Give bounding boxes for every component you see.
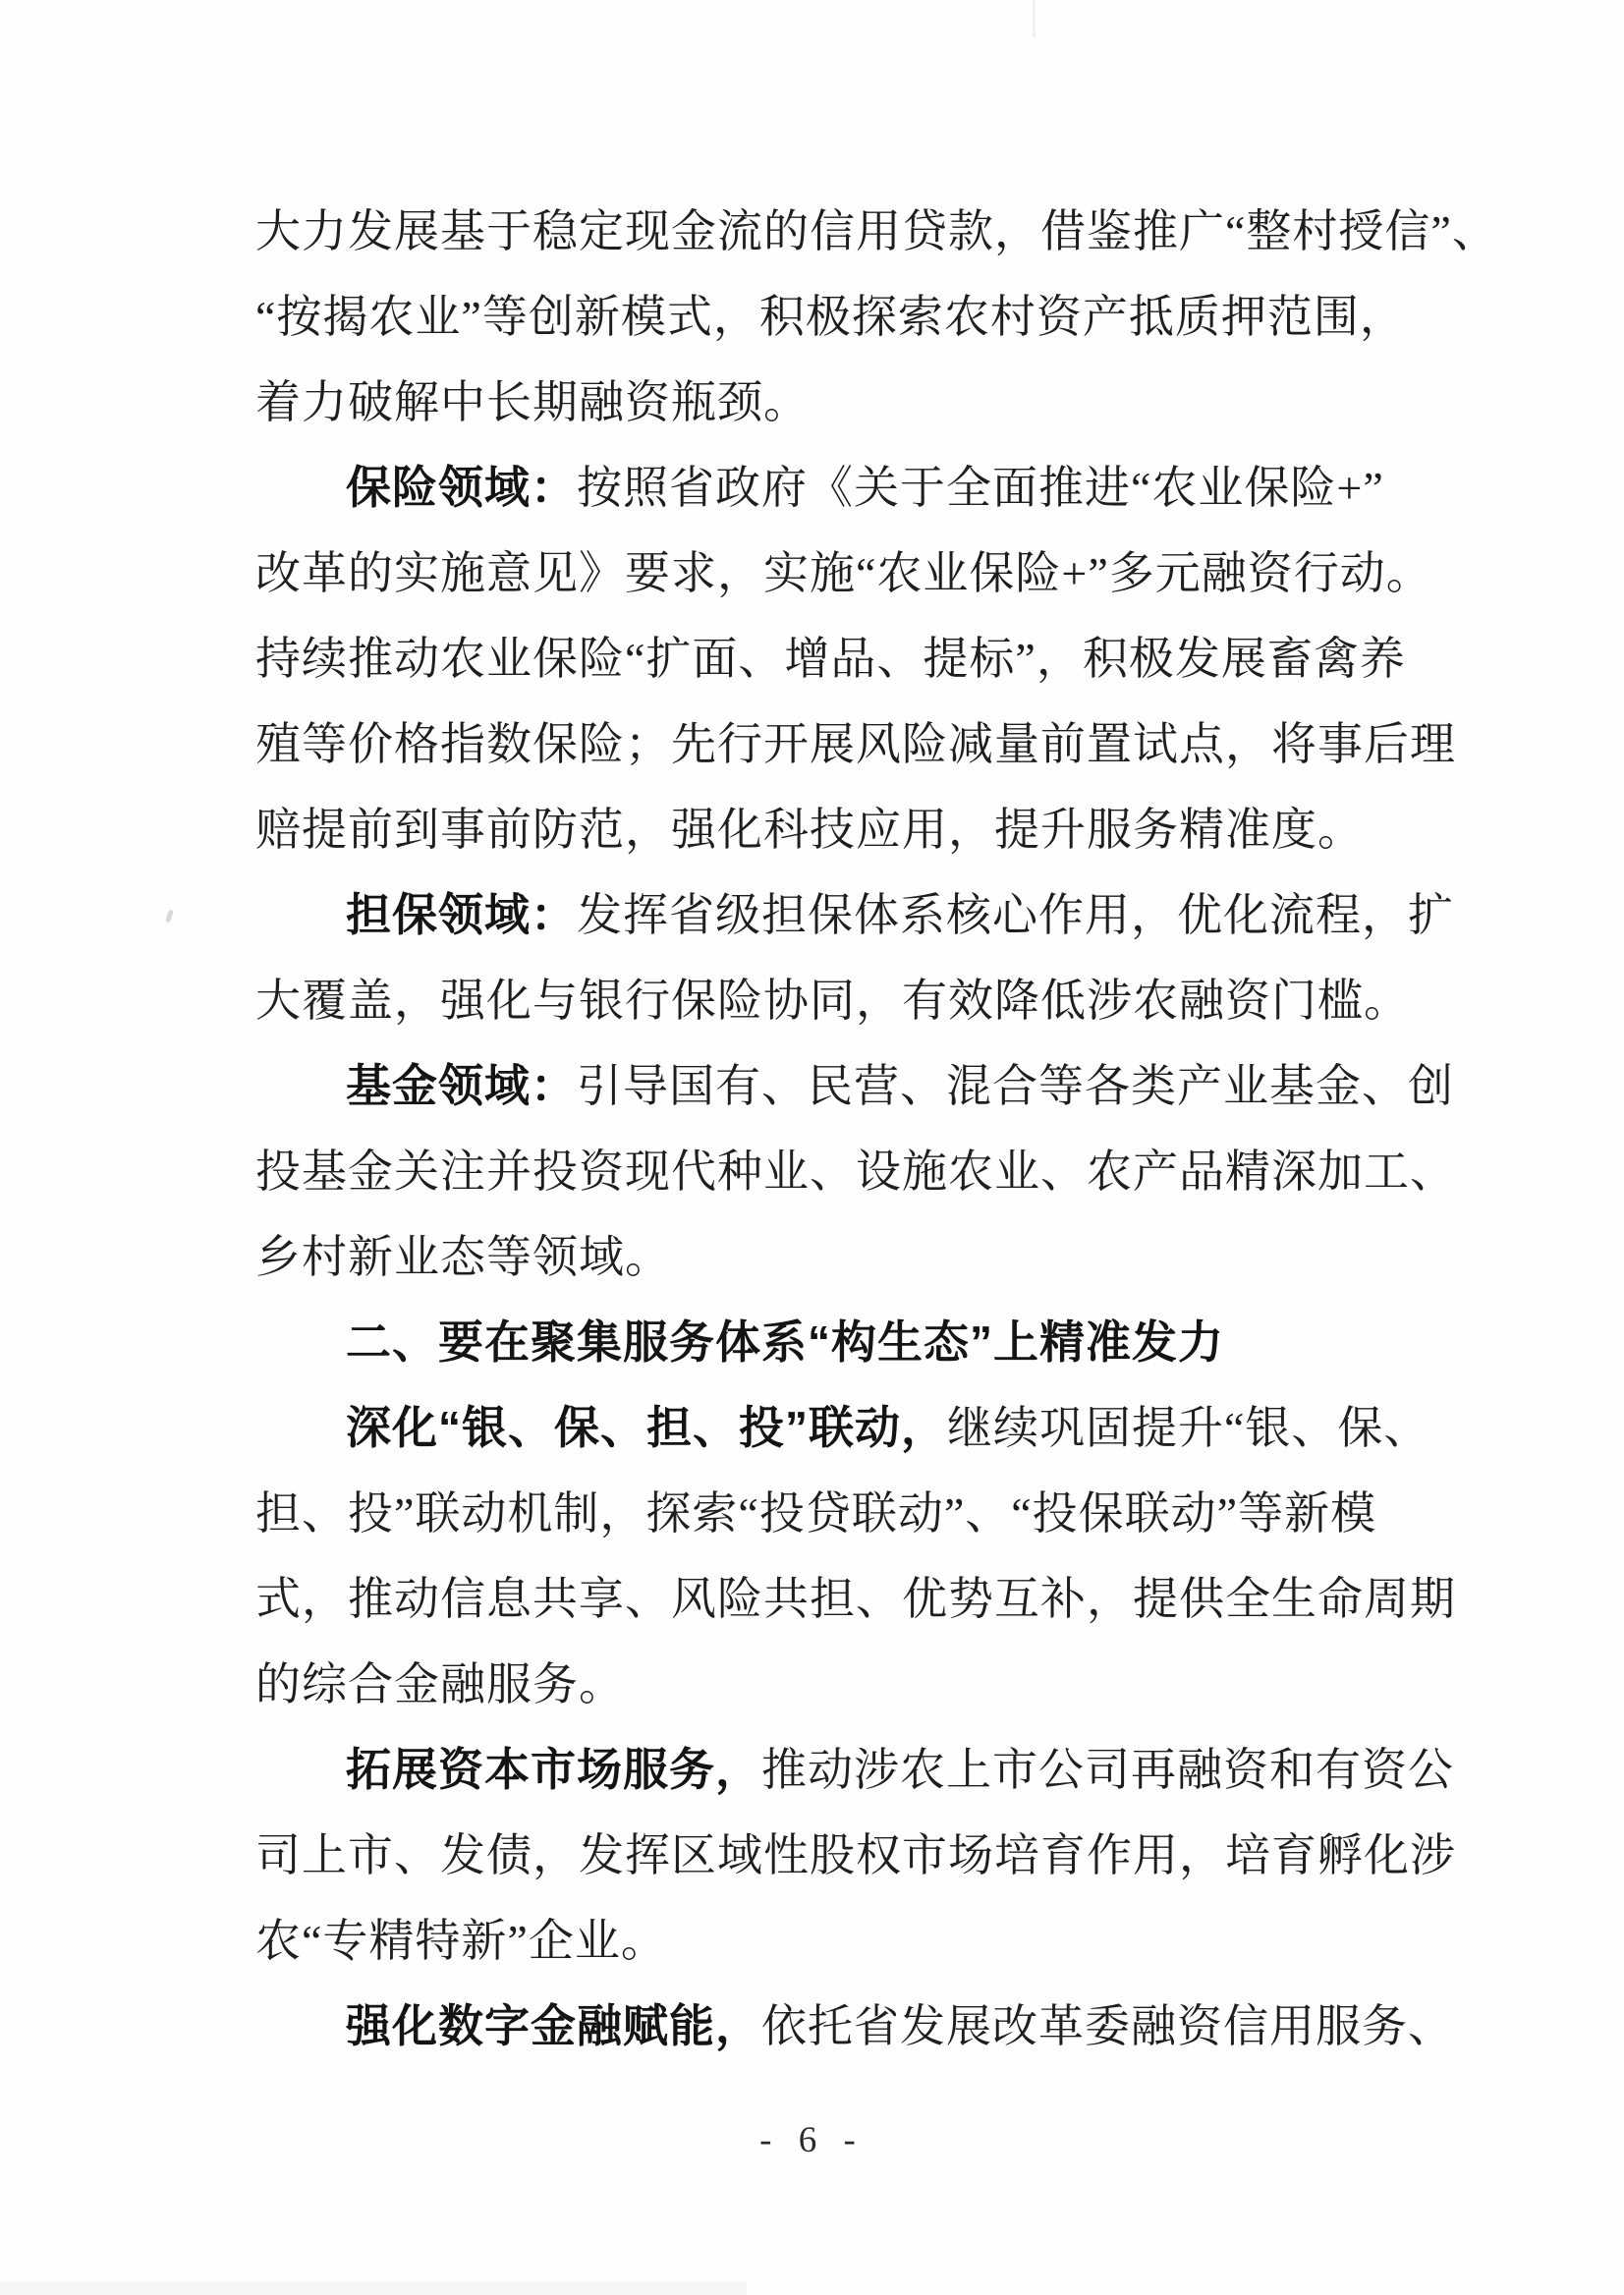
text-line	[255, 1129, 1474, 1214]
body-text: 担、投”联动机制，探索“投贷联动”、“投保联动”等新模	[255, 1488, 1377, 1539]
body-text: 按照省政府《关于全面推进“农业保险+”	[577, 463, 1384, 513]
text-line	[255, 787, 1474, 872]
text-line	[255, 1471, 1474, 1556]
body-text: 改革的实施意见》要求，实施“农业保险+”多元融资行动。	[255, 548, 1432, 598]
body-text: 继续巩固提升“银、保、	[947, 1403, 1430, 1453]
body-text: 殖等价格指数保险；先行开展风险减量前置试点，将事后理	[255, 719, 1456, 769]
text-line	[255, 1214, 1474, 1300]
scan-artifact-speck	[165, 910, 174, 924]
text-line	[255, 1556, 1474, 1642]
document-body	[255, 189, 1498, 2069]
body-text: 大力发展基于稳定现金流的信用贷款，借鉴推广“整村授信”、	[255, 206, 1498, 256]
scan-artifact-topmark	[1033, 0, 1036, 37]
body-text: 赔提前到事前防范，强化科技应用，提升服务精准度。	[255, 805, 1364, 855]
text-line	[255, 1813, 1474, 1898]
text-line	[255, 616, 1474, 701]
body-text: 的综合金融服务。	[255, 1659, 625, 1709]
text-line	[255, 1385, 1474, 1471]
text-line	[255, 445, 1474, 531]
body-text: 农“专精特新”企业。	[255, 1916, 667, 1966]
text-line	[255, 1984, 1474, 2069]
body-text: 式，推动信息共享、风险共担、优势互补，提供全生命周期	[255, 1574, 1456, 1624]
body-text: 乡村新业态等领域。	[255, 1232, 671, 1282]
text-line	[255, 958, 1474, 1043]
page-number: - 6 -	[759, 2120, 865, 2160]
text-line	[255, 360, 1474, 445]
bold-lead-text: 保险领域：	[346, 462, 577, 513]
body-text: 大覆盖，强化与银行保险协同，有效降低涉农融资门槛。	[255, 976, 1410, 1026]
text-line	[255, 1642, 1474, 1727]
bold-lead-text: 强化数字金融赋能，	[346, 2000, 761, 2051]
text-line	[255, 531, 1474, 616]
body-text: 推动涉农上市公司再融资和有资公	[761, 1745, 1454, 1795]
text-line	[255, 701, 1474, 787]
body-text: 投基金关注并投资现代种业、设施农业、农产品精深加工、	[255, 1147, 1456, 1197]
body-text: 引导国有、民营、混合等各类产业基金、创	[577, 1061, 1454, 1111]
scan-artifact-strip	[0, 2281, 747, 2295]
bold-lead-text: 深化“银、保、担、投”联动，	[346, 1402, 947, 1453]
bold-lead-text: 二、要在聚集服务体系“构生态”上精准发力	[346, 1316, 1224, 1368]
text-line	[255, 1898, 1474, 1984]
bold-lead-text: 基金领域：	[346, 1060, 577, 1111]
bold-lead-text: 担保领域：	[346, 889, 577, 940]
body-text: 着力破解中长期融资瓶颈。	[255, 377, 810, 427]
text-line	[255, 1727, 1474, 1813]
body-text: 持续推动农业保险“扩面、增品、提标”，积极发展畜禽养	[255, 634, 1406, 684]
text-line	[255, 189, 1498, 274]
text-line	[255, 872, 1474, 958]
bold-lead-text: 拓展资本市场服务，	[346, 1744, 761, 1795]
text-line	[255, 1043, 1474, 1129]
text-line	[255, 274, 1474, 360]
body-text: “按揭农业”等创新模式，积极探索农村资产抵质押范围，	[255, 292, 1406, 342]
section-heading	[255, 1300, 1474, 1385]
body-text: 依托省发展改革委融资信用服务、	[761, 2001, 1454, 2051]
body-text: 发挥省级担保体系核心作用，优化流程，扩	[577, 890, 1454, 940]
body-text: 司上市、发债，发挥区域性股权市场培育作用，培育孵化涉	[255, 1830, 1456, 1880]
